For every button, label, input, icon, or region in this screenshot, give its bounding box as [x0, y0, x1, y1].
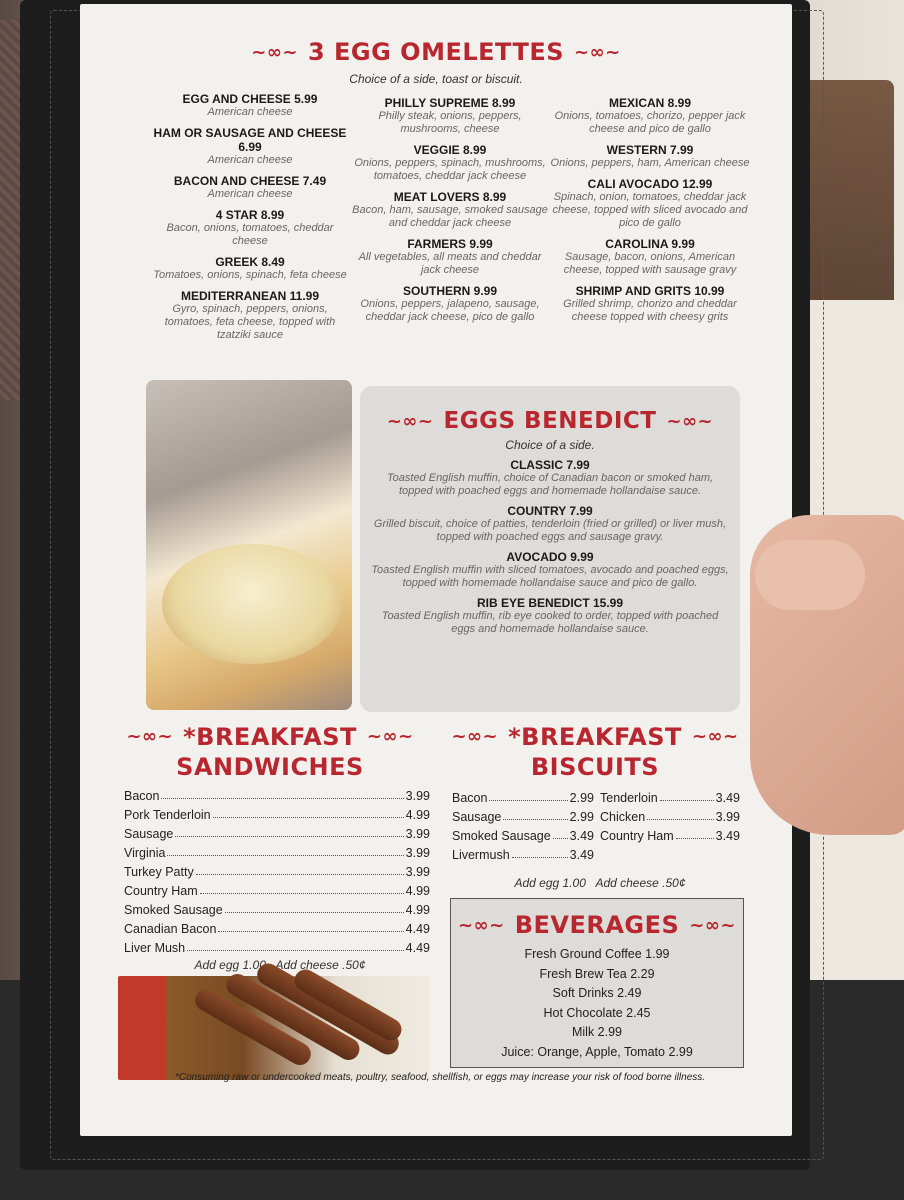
omelette-name: CAROLINA 9.99: [605, 237, 695, 251]
benedict-item-description: Toasted English muffin, choice of Canadian bacon or smoked ham, topped with poached eggs and homemade hollandaise sauce.: [386, 472, 714, 497]
omelette-description: All vegetables, all meats and cheddar jack cheese: [358, 251, 542, 276]
omelette-name: BACON AND CHEESE 7.49: [173, 174, 327, 188]
omelette-description: Gyro, spinach, peppers, onions, tomatoes, feta cheese, topped with tzatziki sauce: [164, 303, 336, 341]
price-row-price: 4.99: [405, 903, 430, 917]
omelette-item: [150, 208, 350, 248]
price-row: [124, 784, 430, 803]
price-row-price: 3.99: [405, 789, 430, 803]
price-row-label: Smoked Sausage: [124, 903, 223, 917]
price-row-price: 3.99: [405, 846, 430, 860]
price-row: [600, 805, 740, 824]
omelette-description: Onions, peppers, ham, American cheese: [550, 157, 750, 169]
sandwiches-list: [124, 784, 430, 955]
benedict-item: [370, 550, 730, 590]
swirl-right-icon: ~∞~: [666, 410, 714, 432]
biscuits-list-left: [452, 786, 594, 862]
beverage-item: Fresh Brew Tea 2.29: [539, 966, 655, 981]
omelette-name: VEGGIE 8.99: [413, 143, 487, 157]
price-row-price: 3.49: [569, 848, 594, 862]
dot-leader: [512, 857, 568, 858]
benedict-title: [360, 408, 740, 434]
price-row-label: Sausage: [452, 810, 502, 824]
biscuits-title: [450, 722, 740, 782]
price-row-price: 4.49: [405, 922, 430, 936]
price-row: [124, 860, 430, 879]
omelette-description: Bacon, ham, sausage, smoked sausage and cheddar jack cheese: [352, 204, 548, 229]
price-row: [124, 822, 430, 841]
beverage-item: Fresh Ground Coffee 1.99: [524, 947, 670, 961]
beverages-list: [451, 945, 743, 1062]
menu-page: [80, 4, 792, 1136]
dot-leader: [489, 800, 567, 801]
price-row: [124, 841, 430, 860]
omelettes-col-3: [550, 96, 750, 331]
price-row-price: 3.49: [715, 791, 740, 805]
price-row-label: Canadian Bacon: [124, 922, 217, 936]
thumb: [755, 540, 865, 610]
price-row-price: 4.49: [405, 941, 430, 955]
omelette-name: PHILLY SUPREME 8.99: [384, 96, 516, 110]
omelettes-col-1: [150, 92, 350, 349]
benedict-title-text: EGGS BENEDICT: [443, 408, 657, 434]
price-row: [124, 879, 430, 898]
price-row-label: Liver Mush: [124, 941, 186, 955]
price-row: [124, 917, 430, 936]
omelette-item: [350, 190, 550, 230]
price-row: [452, 824, 594, 843]
benedict-items: [360, 458, 740, 636]
price-row-label: Chicken: [600, 810, 646, 824]
dot-leader: [200, 893, 404, 894]
sandwiches-addon: Add egg 1.00 Add cheese .50¢: [194, 958, 366, 972]
price-row-price: 4.99: [405, 808, 430, 822]
price-row: [600, 786, 740, 805]
price-row-label: Bacon: [452, 791, 488, 805]
price-row-label: Pork Tenderloin: [124, 808, 211, 822]
omelette-item: [150, 174, 350, 201]
omelette-description: American cheese: [207, 154, 293, 166]
omelette-item: [350, 284, 550, 324]
swirl-right-icon: ~∞~: [691, 726, 739, 747]
price-row: [124, 936, 430, 955]
dot-leader: [218, 931, 403, 932]
omelette-description: Onions, peppers, jalapeno, sausage, cheddar jack cheese, pico de gallo: [360, 298, 540, 323]
omelette-description: Sausage, bacon, onions, American cheese, topped with sausage gravy: [563, 251, 737, 276]
price-row-label: Country Ham: [124, 884, 198, 898]
benedict-item-description: Grilled biscuit, choice of patties, tenderloin (fried or grilled) or liver mush, topped with poached eggs and sausage gravy.: [373, 518, 727, 543]
swirl-right-icon: ~∞~: [366, 726, 414, 747]
swirl-right-icon: ~∞~: [689, 914, 736, 936]
benedict-item-name: CLASSIC 7.99: [510, 458, 590, 472]
price-row-price: 2.99: [569, 810, 594, 824]
price-row-price: 3.99: [715, 810, 740, 824]
dot-leader: [676, 838, 714, 839]
omelette-name: EGG AND CHEESE 5.99: [182, 92, 318, 106]
dot-leader: [161, 798, 403, 799]
omelette-item: [150, 255, 350, 282]
omelette-item: [550, 177, 750, 230]
omelette-item: [350, 143, 550, 183]
omelette-name: MEXICAN 8.99: [608, 96, 692, 110]
price-row-label: Sausage: [124, 827, 174, 841]
dot-leader: [660, 800, 714, 801]
swirl-right-icon: ~∞~: [574, 41, 621, 63]
omelette-description: Spinach, onion, tomatoes, cheddar jack cheese, topped with sliced avocado and pico de gallo: [552, 191, 748, 229]
dot-leader: [187, 950, 404, 951]
price-row-price: 2.99: [569, 791, 594, 805]
omelette-name: MEDITERRANEAN 11.99: [180, 289, 320, 303]
beverages-title: [451, 911, 743, 939]
swirl-left-icon: ~∞~: [126, 726, 174, 747]
beverage-item: Soft Drinks 2.49: [552, 986, 642, 1000]
dot-leader: [175, 836, 403, 837]
swirl-left-icon: ~∞~: [451, 726, 499, 747]
sausage-photo: [118, 976, 430, 1080]
price-row-label: Virginia: [124, 846, 166, 860]
menu-binder: [20, 0, 810, 1170]
omelette-description: American cheese: [207, 188, 293, 200]
omelette-description: Onions, tomatoes, chorizo, pepper jack cheese and pico de gallo: [554, 110, 746, 135]
price-row: [124, 803, 430, 822]
price-row-price: 3.99: [405, 827, 430, 841]
price-row-label: Country Ham: [600, 829, 674, 843]
omelette-item: [550, 96, 750, 136]
price-row-label: Bacon: [124, 789, 160, 803]
price-row-price: 3.99: [405, 865, 430, 879]
swirl-left-icon: ~∞~: [458, 914, 505, 936]
price-row: [124, 898, 430, 917]
price-row-price: 4.99: [405, 884, 430, 898]
biscuits-addon: Add egg 1.00 Add cheese .50¢: [514, 876, 686, 890]
dot-leader: [225, 912, 404, 913]
biscuits-title-line2: BISCUITS: [530, 753, 660, 781]
sandwiches-title-line2: SANDWICHES: [176, 753, 364, 781]
omelette-name: HAM OR SAUSAGE AND CHEESE 6.99: [153, 126, 347, 154]
price-row: [452, 786, 594, 805]
benedict-item-description: Toasted English muffin, rib eye cooked to order, topped with poached eggs and homemade hollandaise sauce.: [381, 610, 719, 635]
price-row: [600, 824, 740, 843]
benedict-item: [370, 458, 730, 498]
price-row-price: 3.49: [569, 829, 594, 843]
biscuits-title-line1: *BREAKFAST: [508, 723, 682, 751]
eggs-benedict-plate-image: [162, 544, 342, 664]
omelettes-col-2: [350, 96, 550, 331]
omelette-name: GREEK 8.49: [215, 255, 285, 269]
omelette-item: [350, 237, 550, 277]
price-row-label: Turkey Patty: [124, 865, 194, 879]
sandwiches-title: [120, 722, 420, 782]
price-row-label: Tenderloin: [600, 791, 658, 805]
benedict-item-name: COUNTRY 7.99: [507, 504, 593, 518]
benedict-subtitle: Choice of a side.: [505, 438, 595, 452]
omelette-item: [550, 143, 750, 170]
benedict-item-description: Toasted English muffin with sliced tomatoes, avocado and poached eggs, topped with homemade hollandaise sauce and pico de gallo.: [371, 564, 729, 589]
omelette-description: Onions, peppers, spinach, mushrooms, tomatoes, cheddar jack cheese: [354, 157, 546, 182]
omelette-name: MEAT LOVERS 8.99: [393, 190, 507, 204]
omelette-name: SOUTHERN 9.99: [402, 284, 498, 298]
omelette-name: WESTERN 7.99: [606, 143, 694, 157]
omelette-name: 4 STAR 8.99: [215, 208, 285, 222]
benedict-item-name: RIB EYE BENEDICT 15.99: [476, 596, 624, 610]
swirl-left-icon: ~∞~: [251, 41, 298, 63]
eggs-benedict-panel: [360, 386, 740, 712]
beverages-title-text: BEVERAGES: [514, 911, 680, 939]
price-row: [452, 805, 594, 824]
omelettes-title: [80, 38, 792, 66]
price-row-label: Livermush: [452, 848, 510, 862]
omelette-description: Philly steak, onions, peppers, mushrooms, cheese: [378, 110, 522, 135]
sandwiches-title-line1: *BREAKFAST: [183, 723, 357, 751]
omelette-description: Tomatoes, onions, spinach, feta cheese: [153, 269, 347, 281]
beverages-panel: [450, 898, 744, 1068]
omelette-description: Grilled shrimp, chorizo and cheddar cheese topped with cheesy grits: [563, 298, 737, 323]
omelette-name: CALI AVOCADO 12.99: [587, 177, 713, 191]
omelette-item: [150, 289, 350, 342]
dot-leader: [196, 874, 404, 875]
price-row-label: Smoked Sausage: [452, 829, 551, 843]
omelette-description: American cheese: [207, 106, 293, 118]
omelette-name: SHRIMP AND GRITS 10.99: [575, 284, 725, 298]
benedict-item: [370, 504, 730, 544]
omelette-item: [150, 126, 350, 167]
price-row-price: 3.49: [715, 829, 740, 843]
beverage-item: Milk 2.99: [571, 1025, 623, 1039]
benedict-item: [370, 596, 730, 636]
swirl-left-icon: ~∞~: [386, 410, 434, 432]
food-safety-disclaimer: *Consuming raw or undercooked meats, poultry, seafood, shellfish, or eggs may increase your risk of food borne illness.: [174, 1072, 706, 1083]
omelette-item: [550, 237, 750, 277]
dot-leader: [503, 819, 567, 820]
omelette-item: [550, 284, 750, 324]
dot-leader: [213, 817, 404, 818]
omelette-description: Bacon, onions, tomatoes, cheddar cheese: [166, 222, 334, 247]
biscuits-list-right: [600, 786, 740, 843]
omelettes-title-text: 3 EGG OMELETTES: [307, 38, 565, 66]
omelette-name: FARMERS 9.99: [407, 237, 493, 251]
omelettes-subtitle: Choice of a side, toast or biscuit.: [349, 72, 523, 86]
dot-leader: [167, 855, 403, 856]
beverage-item: Hot Chocolate 2.45: [543, 1005, 651, 1020]
price-row: [452, 843, 594, 862]
omelette-item: [350, 96, 550, 136]
omelette-item: [150, 92, 350, 119]
beverage-item: Juice: Orange, Apple, Tomato 2.99: [501, 1044, 693, 1059]
dot-leader: [553, 838, 568, 839]
dot-leader: [647, 819, 713, 820]
benedict-item-name: AVOCADO 9.99: [506, 550, 594, 564]
